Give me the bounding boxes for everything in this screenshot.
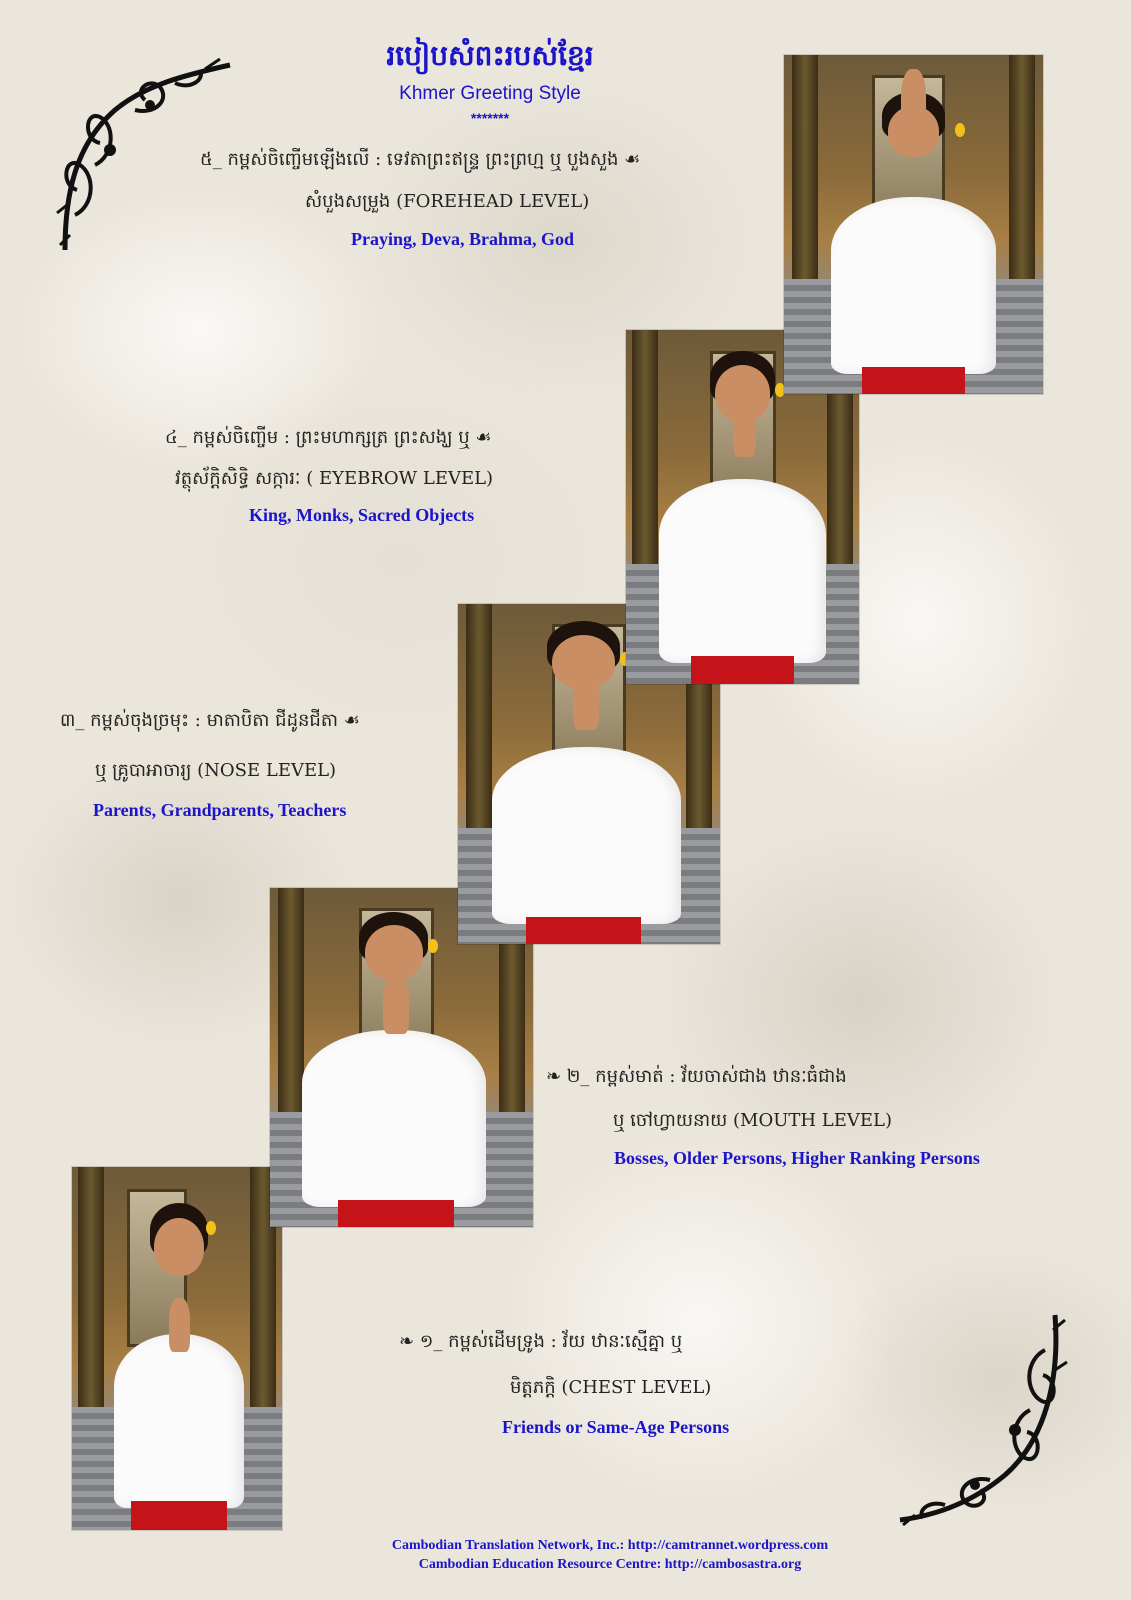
corner-ornament-bottom-right <box>895 1310 1075 1530</box>
level-4-english: King, Monks, Sacred Objects <box>249 505 475 525</box>
level-5-english: Praying, Deva, Brahma, God <box>351 229 574 249</box>
level-4-khmer-line1: ៤_ កម្ពស់ចិញ្ចើម : ព្រះមហាក្សត្រ ព្រះសង្ឃ ឬ ☙ <box>165 427 492 448</box>
title-separator: ******* <box>470 110 510 126</box>
page-title-english: Khmer Greeting Style <box>399 83 581 104</box>
level-2-khmer-line2: ឬ ចៅហ្វាយនាយ (MOUTH LEVEL) <box>613 1110 892 1131</box>
photo-chest-level <box>72 1167 282 1530</box>
photo-forehead-level <box>784 55 1043 394</box>
level-5-khmer-line2: សំបួងសម្រួង (FOREHEAD LEVEL) <box>305 191 590 212</box>
level-4-khmer-line2: វត្ថុស័ក្តិសិទ្ធិ សក្ការៈ ( EYEBROW LEVEL) <box>175 468 494 489</box>
level-1-khmer-line1: ❧ ១_ កម្ពស់ដើមទ្រូង : វ័យ ឋានៈស្មើគ្នា ឬ <box>399 1331 683 1352</box>
level-2-khmer-line1: ❧ ២_ កម្ពស់មាត់ : វ័យចាស់ជាង ឋានៈធំជាង <box>546 1066 847 1087</box>
footer-credit-education-centre: Cambodian Education Resource Centre: http://cambosastra.org <box>418 1557 802 1572</box>
footer-credit-translation-network: Cambodian Translation Network, Inc.: http://camtrannet.wordpress.com <box>391 1538 829 1553</box>
level-5-khmer-line1: ៥_ កម្ពស់ចិញ្ចើមឡើងលើ : ទេវតាព្រះឥន្ទ្រ ព្រះព្រហ្ម ឬ បួងសួង ☙ <box>200 149 641 170</box>
page-title-khmer: របៀបសំពះរបស់ខ្មែរ <box>386 39 594 72</box>
level-2-english: Bosses, Older Persons, Higher Ranking Persons <box>614 1148 980 1168</box>
level-3-khmer-line2: ឬ គ្រូបាអាចារ្យ (NOSE LEVEL) <box>95 760 337 781</box>
level-3-khmer-line1: ៣_ កម្ពស់ចុងច្រមុះ : មាតាបិតា ជីដូនជីតា ☙ <box>60 710 360 731</box>
level-1-english: Friends or Same-Age Persons <box>502 1417 730 1437</box>
level-3-english: Parents, Grandparents, Teachers <box>93 800 347 820</box>
level-1-khmer-line2: មិត្តភក្តិ (CHEST LEVEL) <box>510 1377 712 1398</box>
